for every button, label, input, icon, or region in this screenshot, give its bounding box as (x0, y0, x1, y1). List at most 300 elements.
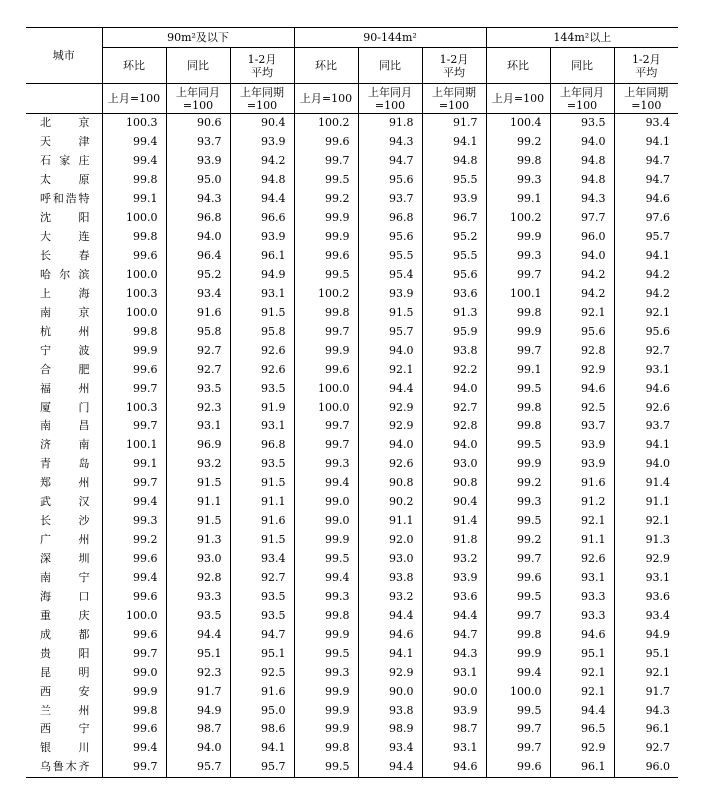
index-value: 91.7 (422, 114, 486, 133)
index-value: 94.1 (358, 644, 422, 663)
index-value: 94.1 (614, 133, 678, 152)
index-value: 100.2 (294, 284, 358, 303)
index-value: 99.6 (486, 569, 550, 588)
metric-header: 同比 (550, 48, 614, 84)
index-value: 100.4 (486, 114, 550, 133)
index-value: 91.9 (230, 398, 294, 417)
city-name: 成 都 (40, 627, 90, 641)
index-value: 93.5 (230, 379, 294, 398)
index-value: 92.3 (166, 663, 230, 682)
table-header (26, 28, 678, 114)
index-value: 91.1 (614, 493, 678, 512)
index-value: 99.2 (486, 531, 550, 550)
index-value: 93.9 (422, 190, 486, 209)
index-value: 94.7 (422, 625, 486, 644)
index-value: 95.8 (230, 322, 294, 341)
table-row (26, 644, 678, 663)
index-value: 94.2 (550, 266, 614, 285)
index-value: 99.4 (486, 663, 550, 682)
index-value: 99.5 (486, 512, 550, 531)
index-value: 91.7 (614, 682, 678, 701)
index-value: 92.7 (230, 569, 294, 588)
table-row (26, 247, 678, 266)
index-value: 94.7 (614, 171, 678, 190)
index-value: 93.1 (422, 739, 486, 758)
index-value: 95.7 (358, 322, 422, 341)
table-row (26, 114, 678, 133)
index-value: 90.4 (230, 114, 294, 133)
index-value: 96.0 (614, 758, 678, 777)
index-value: 93.4 (230, 550, 294, 569)
index-value: 91.6 (230, 512, 294, 531)
table-row (26, 512, 678, 531)
index-value: 93.0 (166, 550, 230, 569)
index-value: 91.1 (230, 493, 294, 512)
table-row (26, 379, 678, 398)
index-value: 99.7 (102, 758, 166, 777)
index-value: 95.9 (422, 322, 486, 341)
table-row (26, 663, 678, 682)
index-value: 91.5 (230, 474, 294, 493)
index-value: 100.0 (102, 209, 166, 228)
index-value: 94.0 (166, 739, 230, 758)
index-value: 99.4 (102, 152, 166, 171)
index-value: 99.7 (102, 379, 166, 398)
index-value: 91.1 (166, 493, 230, 512)
index-value: 99.7 (486, 606, 550, 625)
index-value: 92.1 (550, 663, 614, 682)
index-value: 99.9 (294, 701, 358, 720)
index-value: 96.1 (614, 720, 678, 739)
index-value: 94.4 (166, 625, 230, 644)
index-value: 99.3 (294, 587, 358, 606)
index-value: 99.5 (294, 758, 358, 777)
index-value: 91.4 (422, 512, 486, 531)
index-value: 99.3 (486, 171, 550, 190)
index-value: 98.7 (166, 720, 230, 739)
index-value: 99.3 (294, 663, 358, 682)
index-value: 100.0 (102, 606, 166, 625)
index-value: 92.7 (422, 398, 486, 417)
index-value: 99.9 (486, 455, 550, 474)
city-header-blank (26, 84, 102, 114)
price-index-table (26, 27, 678, 778)
index-value: 99.8 (102, 322, 166, 341)
index-value: 99.0 (294, 512, 358, 531)
index-value: 94.4 (358, 379, 422, 398)
index-value: 95.2 (422, 228, 486, 247)
index-value: 99.7 (294, 417, 358, 436)
index-value: 94.2 (230, 152, 294, 171)
index-value: 99.7 (294, 436, 358, 455)
metric-header: 1-2月 平均 (422, 48, 486, 84)
index-value: 96.4 (166, 247, 230, 266)
index-value: 99.8 (294, 606, 358, 625)
city-name: 沈 阳 (40, 211, 90, 225)
index-value: 99.6 (102, 247, 166, 266)
base-header: 上月=100 (486, 84, 550, 114)
index-value: 96.5 (550, 720, 614, 739)
table-row (26, 550, 678, 569)
index-value: 100.0 (294, 379, 358, 398)
index-value: 93.4 (614, 114, 678, 133)
index-value: 93.5 (230, 455, 294, 474)
index-value: 90.4 (422, 493, 486, 512)
city-name: 南 昌 (40, 419, 90, 433)
index-value: 94.6 (358, 625, 422, 644)
index-value: 94.3 (166, 190, 230, 209)
index-value: 92.9 (358, 398, 422, 417)
index-value: 93.9 (550, 455, 614, 474)
index-value: 94.6 (550, 625, 614, 644)
index-value: 94.6 (614, 379, 678, 398)
base-header: 上年同期 =100 (230, 84, 294, 114)
index-value: 94.4 (230, 190, 294, 209)
index-value: 93.9 (230, 133, 294, 152)
base-header: 上月=100 (102, 84, 166, 114)
index-value: 91.7 (166, 682, 230, 701)
index-value: 99.9 (486, 322, 550, 341)
index-value: 99.6 (486, 758, 550, 777)
index-value: 94.2 (614, 266, 678, 285)
index-value: 90.8 (358, 474, 422, 493)
index-value: 91.8 (422, 531, 486, 550)
index-value: 94.9 (614, 625, 678, 644)
index-value: 99.6 (294, 360, 358, 379)
city-name: 太 原 (40, 173, 90, 187)
index-value: 92.6 (614, 398, 678, 417)
index-value: 93.6 (422, 587, 486, 606)
index-value: 94.1 (614, 247, 678, 266)
table-row (26, 474, 678, 493)
index-value: 99.8 (486, 152, 550, 171)
index-value: 91.6 (166, 303, 230, 322)
table-row (26, 398, 678, 417)
index-value: 99.9 (486, 644, 550, 663)
index-value: 91.8 (358, 114, 422, 133)
city-name: 北 京 (40, 116, 90, 130)
index-value: 95.6 (422, 266, 486, 285)
index-value: 93.2 (358, 587, 422, 606)
index-value: 91.3 (166, 531, 230, 550)
index-value: 93.9 (166, 152, 230, 171)
index-value: 94.1 (230, 739, 294, 758)
table-row (26, 758, 678, 777)
city-name: 西 宁 (40, 722, 90, 736)
index-value: 93.6 (614, 587, 678, 606)
index-value: 93.1 (230, 417, 294, 436)
city-name: 银 川 (40, 741, 90, 755)
index-value: 90.0 (422, 682, 486, 701)
table-row (26, 341, 678, 360)
index-value: 94.6 (614, 190, 678, 209)
index-value: 99.8 (486, 417, 550, 436)
index-value: 93.1 (614, 360, 678, 379)
city-name: 乌鲁木齐 (26, 758, 102, 777)
index-value: 99.6 (102, 360, 166, 379)
index-value: 94.9 (166, 701, 230, 720)
index-value: 100.3 (102, 114, 166, 133)
index-value: 92.1 (614, 303, 678, 322)
index-value: 99.5 (294, 550, 358, 569)
table-row (26, 209, 678, 228)
index-value: 93.7 (166, 133, 230, 152)
index-value: 99.3 (486, 247, 550, 266)
index-value: 99.9 (486, 228, 550, 247)
city-name: 广 州 (40, 533, 90, 547)
index-value: 93.3 (166, 587, 230, 606)
index-value: 92.7 (614, 341, 678, 360)
index-value: 91.6 (550, 474, 614, 493)
index-value: 100.3 (102, 284, 166, 303)
index-value: 93.5 (166, 379, 230, 398)
index-value: 92.1 (614, 512, 678, 531)
index-value: 96.8 (230, 436, 294, 455)
index-value: 99.5 (486, 436, 550, 455)
metric-header: 1-2月 平均 (230, 48, 294, 84)
index-value: 94.2 (614, 284, 678, 303)
city-name: 长 春 (40, 249, 90, 263)
city-name: 兰 州 (40, 703, 90, 717)
index-value: 93.4 (614, 606, 678, 625)
index-value: 94.3 (614, 701, 678, 720)
base-header: 上月=100 (294, 84, 358, 114)
table-row (26, 152, 678, 171)
index-value: 99.4 (102, 739, 166, 758)
index-value: 99.8 (102, 171, 166, 190)
table-row (26, 360, 678, 379)
index-value: 92.8 (166, 569, 230, 588)
city-name: 南 京 (40, 305, 90, 319)
index-value: 99.9 (102, 682, 166, 701)
index-value: 93.1 (166, 417, 230, 436)
index-value: 93.6 (422, 284, 486, 303)
index-value: 93.9 (422, 701, 486, 720)
index-value: 93.9 (550, 436, 614, 455)
index-value: 99.9 (294, 720, 358, 739)
index-value: 99.3 (102, 512, 166, 531)
table-row (26, 739, 678, 758)
index-value: 99.7 (486, 266, 550, 285)
table-row (26, 228, 678, 247)
index-value: 99.8 (294, 303, 358, 322)
index-value: 96.1 (230, 247, 294, 266)
index-value: 92.1 (550, 682, 614, 701)
index-value: 100.1 (102, 436, 166, 455)
index-value: 93.2 (166, 455, 230, 474)
index-value: 96.9 (166, 436, 230, 455)
group-header: 90-144m² (294, 28, 486, 48)
table-row (26, 322, 678, 341)
city-name: 大 连 (40, 230, 90, 244)
city-name: 武 汉 (40, 495, 90, 509)
metric-header: 环比 (294, 48, 358, 84)
index-value: 90.8 (422, 474, 486, 493)
index-value: 91.3 (614, 531, 678, 550)
index-value: 93.5 (550, 114, 614, 133)
index-value: 92.7 (614, 739, 678, 758)
index-value: 94.3 (550, 190, 614, 209)
price-index-table-container (26, 27, 678, 778)
index-value: 95.5 (358, 247, 422, 266)
index-value: 95.7 (614, 228, 678, 247)
index-value: 99.1 (102, 190, 166, 209)
index-value: 100.2 (294, 114, 358, 133)
index-value: 95.2 (166, 266, 230, 285)
index-value: 93.7 (550, 417, 614, 436)
index-value: 99.8 (486, 625, 550, 644)
base-header: 上年同期 =100 (422, 84, 486, 114)
base-header-row (26, 84, 678, 114)
base-header: 上年同月 =100 (166, 84, 230, 114)
metric-header: 环比 (486, 48, 550, 84)
index-value: 99.6 (294, 247, 358, 266)
index-value: 100.1 (486, 284, 550, 303)
index-value: 90.0 (358, 682, 422, 701)
index-value: 99.0 (294, 493, 358, 512)
city-name: 郑 州 (40, 476, 90, 490)
index-value: 97.6 (614, 209, 678, 228)
index-value: 94.1 (614, 436, 678, 455)
index-value: 95.1 (550, 644, 614, 663)
index-value: 91.4 (614, 474, 678, 493)
index-value: 99.6 (102, 587, 166, 606)
index-value: 94.4 (550, 701, 614, 720)
index-value: 99.7 (102, 417, 166, 436)
index-value: 91.1 (550, 531, 614, 550)
index-value: 92.5 (230, 663, 294, 682)
table-row (26, 587, 678, 606)
index-value: 96.7 (422, 209, 486, 228)
index-value: 93.1 (550, 569, 614, 588)
city-name: 西 安 (40, 684, 90, 698)
city-name: 海 口 (40, 589, 90, 603)
table-row (26, 303, 678, 322)
index-value: 92.9 (358, 417, 422, 436)
index-value: 94.8 (550, 152, 614, 171)
index-value: 99.9 (294, 228, 358, 247)
base-header: 上年同期 =100 (614, 84, 678, 114)
metric-header: 环比 (102, 48, 166, 84)
table-row (26, 493, 678, 512)
index-value: 95.6 (550, 322, 614, 341)
index-value: 92.1 (358, 360, 422, 379)
index-value: 99.7 (486, 739, 550, 758)
index-value: 92.5 (550, 398, 614, 417)
index-value: 92.6 (230, 341, 294, 360)
index-value: 99.7 (294, 152, 358, 171)
index-value: 92.1 (550, 512, 614, 531)
index-value: 93.9 (422, 569, 486, 588)
index-value: 93.0 (422, 455, 486, 474)
index-value: 99.4 (102, 133, 166, 152)
index-value: 91.5 (166, 512, 230, 531)
index-value: 92.1 (550, 303, 614, 322)
index-value: 92.9 (550, 360, 614, 379)
index-value: 99.9 (294, 682, 358, 701)
index-value: 94.7 (358, 152, 422, 171)
index-value: 92.1 (614, 663, 678, 682)
city-name: 长 沙 (40, 514, 90, 528)
group-header: 90m²及以下 (102, 28, 294, 48)
table-body (26, 114, 678, 778)
index-value: 99.2 (294, 190, 358, 209)
index-value: 96.8 (358, 209, 422, 228)
city-name: 石家庄 (40, 154, 90, 168)
city-name: 昆 明 (40, 665, 90, 679)
city-name: 哈尔滨 (40, 267, 90, 281)
city-name: 福 州 (40, 381, 90, 395)
index-value: 92.6 (358, 455, 422, 474)
index-value: 93.8 (358, 569, 422, 588)
index-value: 92.0 (358, 531, 422, 550)
index-value: 99.3 (486, 493, 550, 512)
index-value: 99.2 (486, 133, 550, 152)
index-value: 94.7 (614, 152, 678, 171)
index-value: 99.0 (102, 663, 166, 682)
index-value: 91.2 (550, 493, 614, 512)
index-value: 99.7 (102, 474, 166, 493)
index-value: 95.1 (230, 644, 294, 663)
index-value: 99.6 (294, 133, 358, 152)
index-value: 99.5 (294, 171, 358, 190)
index-value: 91.5 (230, 303, 294, 322)
index-value: 94.3 (358, 133, 422, 152)
index-value: 93.7 (358, 190, 422, 209)
index-value: 94.6 (422, 758, 486, 777)
table-row (26, 190, 678, 209)
index-value: 92.7 (166, 360, 230, 379)
table-row (26, 625, 678, 644)
index-value: 97.7 (550, 209, 614, 228)
index-value: 95.4 (358, 266, 422, 285)
index-value: 94.7 (230, 625, 294, 644)
index-value: 92.9 (358, 663, 422, 682)
index-value: 99.1 (486, 190, 550, 209)
table-row (26, 569, 678, 588)
index-value: 100.0 (486, 682, 550, 701)
city-name: 呼和浩特 (40, 192, 90, 206)
index-value: 92.3 (166, 398, 230, 417)
index-value: 96.0 (550, 228, 614, 247)
index-value: 96.1 (550, 758, 614, 777)
metric-header: 同比 (166, 48, 230, 84)
index-value: 93.4 (358, 739, 422, 758)
index-value: 94.2 (550, 284, 614, 303)
metric-header: 同比 (358, 48, 422, 84)
city-name: 深 圳 (40, 552, 90, 566)
index-value: 99.5 (486, 587, 550, 606)
index-value: 93.2 (422, 550, 486, 569)
index-value: 92.2 (422, 360, 486, 379)
index-value: 99.1 (102, 455, 166, 474)
index-value: 94.0 (358, 341, 422, 360)
index-value: 94.0 (614, 455, 678, 474)
index-value: 93.8 (422, 341, 486, 360)
index-value: 93.8 (358, 701, 422, 720)
index-value: 92.8 (422, 417, 486, 436)
base-header: 上年同月 =100 (550, 84, 614, 114)
table-row (26, 171, 678, 190)
index-value: 91.6 (230, 682, 294, 701)
table-row (26, 701, 678, 720)
index-value: 94.8 (550, 171, 614, 190)
index-value: 92.6 (230, 360, 294, 379)
index-value: 99.5 (294, 644, 358, 663)
index-value: 100.3 (102, 398, 166, 417)
index-value: 93.9 (358, 284, 422, 303)
city-name: 上 海 (40, 286, 90, 300)
